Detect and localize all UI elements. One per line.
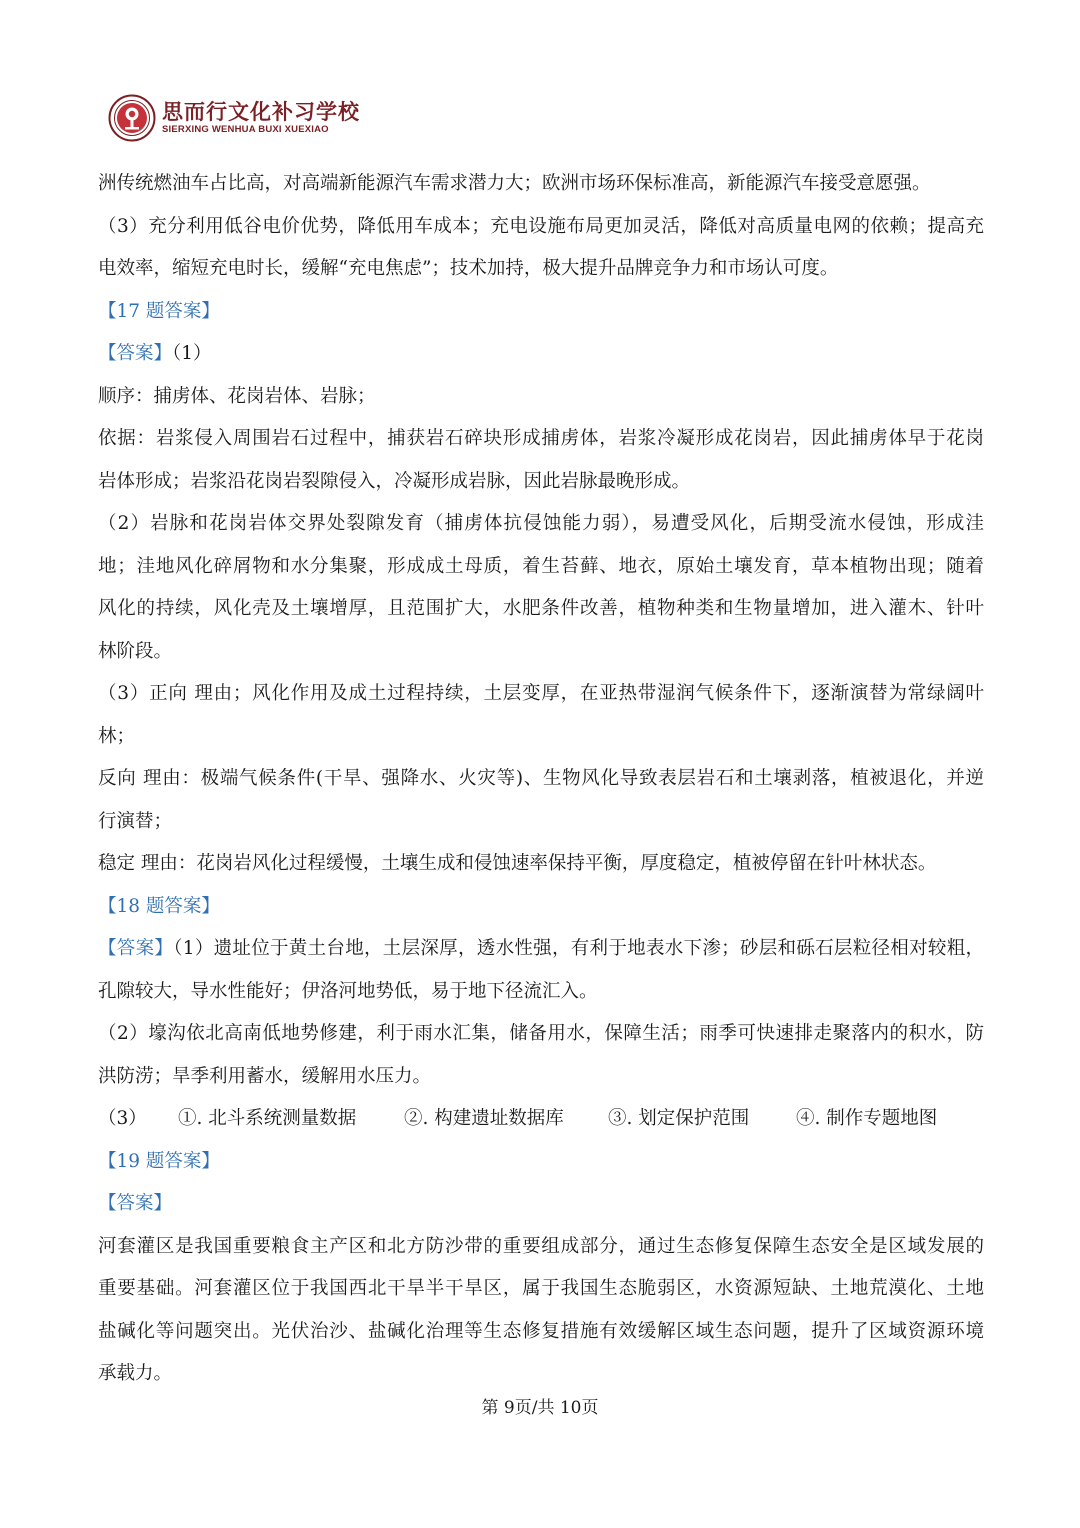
q17-heading: 【17 题答案】 <box>98 300 220 322</box>
text-line: 风化的持续，风化壳及土壤增厚，且范围扩大，水肥条件改善，植物种类和生物量增加，进入灌木、针叶 <box>98 598 984 619</box>
text-line: （2）岩脉和花岗岩体交界处裂隙发育（捕虏体抗侵蚀能力弱），易遭受风化，后期受流水侵蚀，形成洼 <box>98 513 984 534</box>
text-line: （2）壕沟依北高南低地势修建，利于雨水汇集，储备用水，保障生活；雨季可快速排走聚落内的积水，防 <box>98 1023 984 1044</box>
text-line: 洲传统燃油车占比高，对高端新能源汽车需求潜力大；欧洲市场环保标准高，新能源汽车接受意愿强。 <box>98 173 931 194</box>
option-item: ②. 构建遗址数据库 <box>404 1108 564 1129</box>
school-name-en: SIERXING WENHUA BUXI XUEXIAO <box>162 124 329 135</box>
q17-answer-line <box>98 333 984 376</box>
text-line: 重要基础。河套灌区位于我国西北干旱半干旱区，属于我国生态脆弱区，水资源短缺、土地荒漠化、土地 <box>98 1278 984 1299</box>
text-line: 地；洼地风化碎屑物和水分集聚，形成成土母质，着生苔藓、地衣，原始土壤发育，草本植物出现；随着 <box>98 555 984 577</box>
answer-label: 【答案】 <box>98 938 174 959</box>
text-line: 依据：岩浆侵入周围岩石过程中，捕获岩石碎块形成捕虏体，岩浆冷凝形成花岗岩，因此捕虏体早于花岗 <box>98 428 984 449</box>
answer-label: 【答案】 <box>98 1193 173 1214</box>
q18-heading: 【18 题答案】 <box>98 895 220 917</box>
answer-label: 【答案】 <box>98 343 173 364</box>
text-segment: （1） <box>172 343 212 364</box>
text-line: 顺序：捕虏体、花岗岩体、岩脉； <box>98 385 376 407</box>
text-line: 承载力。 <box>98 1363 173 1384</box>
text-line: 河套灌区是我国重要粮食主产区和北方防沙带的重要组成部分，通过生态修复保障生态安全是区域发展的 <box>98 1235 984 1257</box>
text-line: 盐碱化等问题突出。光伏治沙、盐碱化治理等生态修复措施有效缓解区域生态问题，提升了区域资源环境 <box>98 1320 984 1342</box>
option-item: ③. 划定保护范围 <box>608 1108 750 1129</box>
text-line: 孔隙较大，导水性能好；伊洛河地势低，易于地下径流汇入。 <box>98 980 598 1002</box>
text-line: 林阶段。 <box>98 640 173 662</box>
school-emblem-icon <box>108 94 156 142</box>
q19-heading: 【19 题答案】 <box>98 1150 220 1172</box>
q18-options-line <box>98 1098 984 1141</box>
text-line: 电效率，缩短充电时长，缓解“充电焦虑”；技术加持，极大提升品牌竞争力和市场认可度。 <box>98 258 839 279</box>
school-name <box>162 100 360 136</box>
text-line: 林； <box>98 725 136 747</box>
option-prefix: （3） <box>98 1108 147 1129</box>
option-item: ①. 北斗系统测量数据 <box>178 1108 357 1129</box>
school-name-cn: 思而行文化补习学校 <box>162 100 360 124</box>
option-item: ④. 制作专题地图 <box>796 1108 938 1129</box>
text-segment: （1）遗址位于黄土台地，土层深厚，透水性强，有利于地表水下渗；砂层和砾石层粒径相对较粗， <box>173 938 984 959</box>
text-line: （3）充分利用低谷电价优势，降低用车成本；充电设施布局更加灵活，降低对高质量电网的依赖；提高充 <box>98 215 984 237</box>
school-header <box>108 90 360 146</box>
text-line: 洪防涝；旱季利用蓄水，缓解用水压力。 <box>98 1065 432 1087</box>
text-line: 稳定 理由：花岗岩风化过程缓慢，土壤生成和侵蚀速率保持平衡，厚度稳定，植被停留在针叶林状态。 <box>98 853 937 874</box>
answer-content <box>98 163 984 1396</box>
text-line: 岩体形成；岩浆沿花岗岩裂隙侵入，冷凝形成岩脉，因此岩脉最晚形成。 <box>98 470 691 492</box>
text-line: 行演替； <box>98 810 173 832</box>
text-line: （3）正向 理由；风化作用及成土过程持续，土层变厚，在亚热带湿润气候条件下，逐渐演替为常绿阔叶 <box>98 683 984 704</box>
text-line: 反向 理由：极端气候条件(干旱、强降水、火灾等)、生物风化导致表层岩石和土壤剥落，植被退化，并逆 <box>98 768 984 789</box>
q18-answer-line <box>98 928 984 971</box>
page-number: 第 9页/共 10页 <box>481 1398 599 1418</box>
